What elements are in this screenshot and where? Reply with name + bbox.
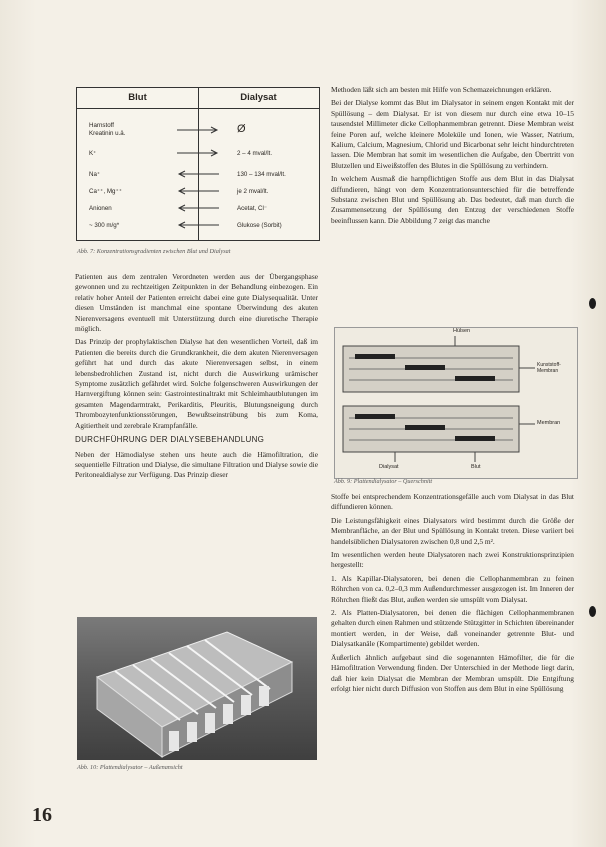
paragraph: 1. Als Kapillar-Dialysatoren, bei denen die Cellophanmembran zu feinen Röhrchen von ca. 0,2–0,3 mm Außendurchmesser ausgezogen ist. Im Inneren der Röhrchen fließt das Blut, außen werden sie umspült vom Dialysat. — [331, 573, 574, 604]
right-column-top — [331, 85, 574, 229]
page-number: 16 — [32, 804, 52, 826]
paragraph: Patienten aus dem zentralen Verordneten werden aus der Übergangsphase gewonnen und zu rechtzeitigen Zeitpunkten in der Behandlung einbezogen. Ein relativ hoher Anteil der Patienten erreicht dabei eine gute Dialysequalität. Unter diesen Umständen ist manchmal eine spontane Überwindung des akuten Nierenversagens eventuell mit Unterstützung durch eine diuretische Therapie möglich. — [75, 272, 318, 334]
diagram-label: Blut — [471, 464, 481, 470]
section-heading: DURCHFÜHRUNG DER DIALYSEBEHANDLUNG — [75, 435, 265, 445]
paragraph: Die Leistungsfähigkeit eines Dialysators wird bestimmt durch die Größe der Membranfläche, an der Blut und Spüllösung in Kontakt treten. Diese variiert bei handelsüblichen Dialysatoren zwischen 0,8 und 2,5 m². — [331, 515, 574, 546]
diagram-label: Membran — [537, 420, 561, 426]
diagram-label: Kunststoff- Membran — [537, 362, 561, 374]
table-header-blood: Blut — [128, 92, 147, 103]
row-left: Na⁺ — [89, 171, 101, 178]
plate-dialyzer-diagram — [334, 327, 578, 479]
row-left: ~ 300 m/g* — [89, 222, 120, 229]
binder-hole-icon — [589, 606, 596, 617]
row-right: 130 – 134 mval/lt. — [237, 171, 286, 178]
table-caption: Abb. 7: Konzentrationsgradienten zwischen Blut und Dialysat — [77, 248, 231, 255]
row-left: Harnstoff Kreatinin u.ä. — [89, 122, 126, 137]
row-left: Ca⁺⁺, Mg⁺⁺ — [89, 188, 123, 195]
row-right: Glukose (Sorbit) — [237, 222, 282, 229]
row-right: je 2 mval/lt. — [237, 188, 269, 195]
paragraph: Im wesentlichen werden heute Dialysatoren nach zwei Konstruktionsprinzipien hergestellt: — [331, 550, 574, 570]
dialyzer-photo — [77, 617, 317, 760]
row-right: 2 – 4 mval/lt. — [237, 150, 273, 157]
arrow-left-icon — [175, 204, 221, 212]
paragraph: Bei der Dialyse kommt das Blut im Dialysator in seinem engen Kontakt mit der Spüllösung – dem Dialysat. Er ist von diesem nur durch eine etwa 10–15 tausendstel Millimeter dicke Cellophanmembran getrennt. Diese Membran weist feine Poren auf, welche kleinere Moleküle und Ionen, wie Wasser, Natrium, Kalium, Calcium, Magnesium, Chlorid und Bicarbonat sehr leicht hindurchtreten lassen. Die Membran hat somit im wesentlichen die Aufgabe, den Übertritt von Blutzellen und Eiweißstoffen des Blutes in die Spüllösung zu verhindern. — [331, 98, 574, 170]
row-left: K⁺ — [89, 150, 97, 157]
paragraph: Stoffe bei entsprechendem Konzentrationsgefälle auch vom Dialysat in das Blut diffundieren können. — [331, 492, 574, 512]
diagram-label: Hülsen — [453, 328, 471, 334]
row-right: Ø — [237, 123, 246, 135]
concentration-table — [76, 87, 320, 241]
arrow-left-icon — [175, 170, 221, 178]
binder-hole-icon — [589, 298, 596, 309]
paragraph: In welchem Ausmaß die harnpflichtigen Stoffe aus dem Blut in das Dialysat diffundieren, hängt von dem Konzentrationsunterschied für die betreffende Substanz zwischen Blut und Spüllösung ab. Das bedeutet, daß man durch die Zusammensetzung der Spüllösung den Entzug der verschiedenen Stoffe beeinflussen kann. Die Abbildung 7 zeigt das manche — [331, 174, 574, 225]
diagram-label: Dialysat — [379, 464, 399, 470]
row-right: Acetat, Cl⁻ — [237, 205, 268, 212]
paragraph: Das Prinzip der prophylaktischen Dialyse hat den wesentlichen Vorteil, daß im Patienten die bereits durch die Grundkrankheit, die dem akuten Nierenversagen geführt hat und durch das akute Nierenversagen selbst, in einem lebensbedrohlichen Zustand ist, nicht durch die Auswirkung urämischer Symptome zusätzlich gefährdet wird. Solche folgenschweren Auswirkungen der Harnvergiftung können sein: Gastrointestinaltrakt mit Schleimhautblutungen im gesamten Magendarmtrakt, Perikarditis, Pleuritis, Blutungsneigung durch Thrombozytenfunktionsstörungen, Bewußtseinstrübung bis zum Koma, Agitiertheit und zerebrale Krampfanfälle. — [75, 337, 318, 430]
arrow-left-icon — [175, 221, 221, 229]
arrow-right-icon — [175, 126, 221, 134]
arrow-left-icon — [175, 187, 221, 195]
right-column-bottom — [331, 492, 574, 697]
row-left: Anionen — [89, 205, 112, 212]
arrow-right-icon — [175, 149, 221, 157]
paragraph: Methoden läßt sich am besten mit Hilfe von Schemazeichnungen erklären. — [331, 85, 552, 94]
left-column — [75, 272, 318, 484]
table-divider — [198, 88, 199, 240]
table-header-dialysate: Dialysat — [240, 92, 277, 103]
paragraph: 2. Als Platten-Dialysatoren, bei denen die flächigen Cellophanmembranen gehalten durch einen Rahmen und stützende Stützgitter in Schichten übereinander montiert werden, in der Weise, daß voneinander getrennte Blut- und Dialysatkanäle (Kompartimente) gebildet werden. — [331, 608, 574, 649]
paragraph: Neben der Hämodialyse stehen uns heute auch die Hämofiltration, die sequentielle Filtration und Dialyse, die simultane Filtration und Dialyse sowie die Peritonealdialyse zur Verfügung. Das Prinzip dieser — [75, 449, 318, 480]
diagram-caption: Abb. 9: Plattendialysator – Querschnitt — [334, 478, 433, 485]
paragraph: Äußerlich ähnlich aufgebaut sind die sogenannten Hämofilter, die für die Hämofiltration Verwendung finden. Der Unterschied in der Methode liegt darin, daß hier kein Dialysat die Membran der Membran umspült. Die Entgiftung erfolgt hier nicht durch Diffusion von Stoffen aus dem Blut in eine Spüllösung — [331, 652, 574, 693]
photo-caption: Abb. 10: Plattendialysator – Außenansicht — [77, 764, 183, 771]
